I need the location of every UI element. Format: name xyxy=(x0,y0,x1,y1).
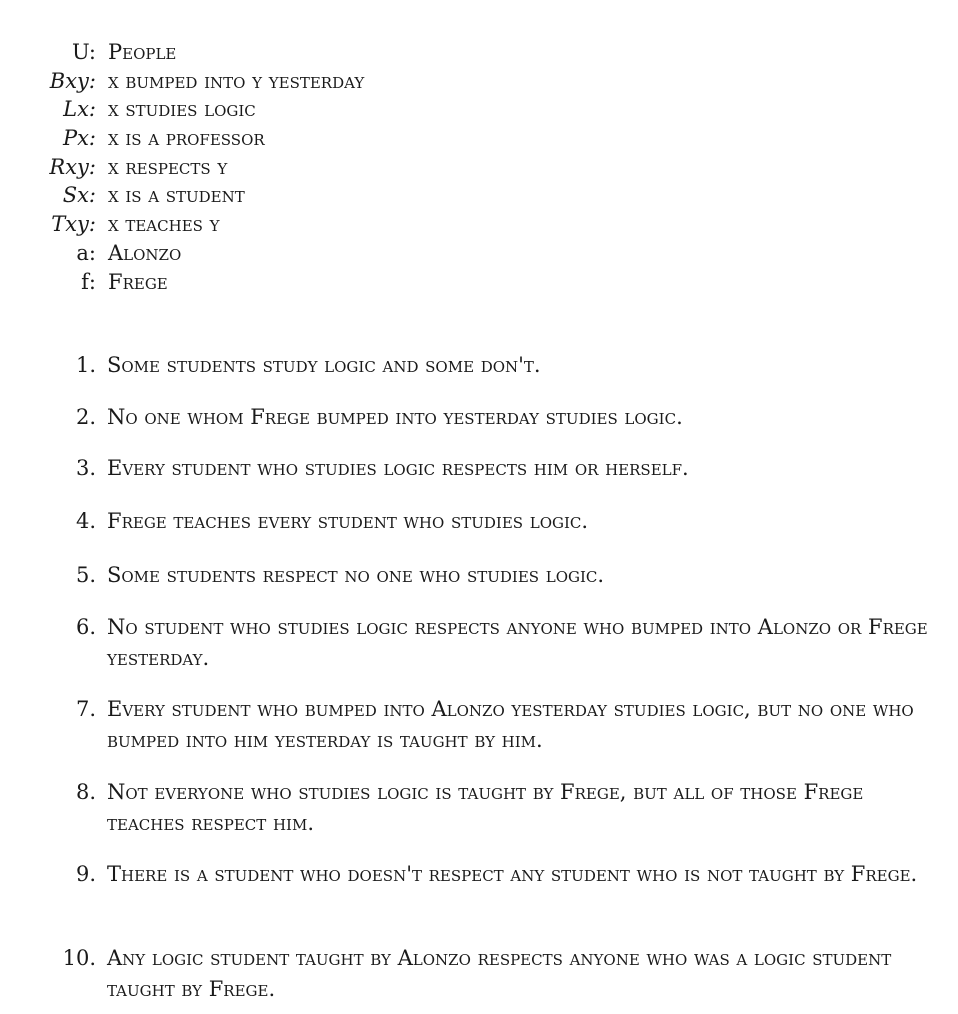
key-definition: x bumped into y yesterday xyxy=(108,68,365,93)
key-symbol: f: xyxy=(81,269,96,294)
item-number: 9. xyxy=(75,862,96,886)
item-text: Not everyone who studies logic is taught by Frege, but all of those Frege teaches respect him. xyxy=(107,780,864,835)
key-definition: x respects y xyxy=(108,154,228,179)
key-symbol: Px: xyxy=(62,126,96,151)
key-row-universe xyxy=(0,38,520,67)
item-text: Frege teaches every student who studies logic. xyxy=(107,509,589,533)
item-number: 6. xyxy=(75,615,96,639)
key-symbol: Bxy: xyxy=(49,68,96,93)
key-symbol: a: xyxy=(76,240,96,265)
key-symbol: Txy: xyxy=(51,212,96,237)
key-row-teaches xyxy=(0,210,520,239)
item-text: No one whom Frege bumped into yesterday studies logic. xyxy=(107,405,683,429)
item-text: Some students study logic and some don't. xyxy=(107,353,541,377)
item-number: 4. xyxy=(75,509,96,533)
key-definition: x studies logic xyxy=(108,97,256,122)
key-definition: Alonzo xyxy=(108,240,182,265)
key-definition: People xyxy=(108,40,177,64)
symbolization-key xyxy=(0,38,520,296)
item-number: 5. xyxy=(75,563,96,587)
key-symbol: Sx: xyxy=(62,183,96,208)
key-definition: x teaches y xyxy=(108,212,220,237)
item-text: There is a student who doesn't respect any student who is not taught by Frege. xyxy=(107,862,918,886)
item-number: 10. xyxy=(62,946,96,970)
key-row-respects xyxy=(0,153,520,182)
item-number: 7. xyxy=(75,697,96,721)
item-number: 3. xyxy=(75,456,96,480)
item-text: No student who studies logic respects anyone who bumped into Alonzo or Frege yesterday. xyxy=(107,615,928,670)
item-number: 8. xyxy=(75,780,96,804)
key-row-logic xyxy=(0,95,520,124)
item-text: Any logic student taught by Alonzo respects anyone who was a logic student taught by Frege. xyxy=(107,946,892,1001)
item-text: Some students respect no one who studies logic. xyxy=(107,563,605,587)
key-row-bumped xyxy=(0,67,520,96)
item-text: Every student who bumped into Alonzo yesterday studies logic, but no one who bumped into him yesterday is taught by him. xyxy=(107,697,914,752)
key-row-alonzo xyxy=(0,239,520,268)
item-number: 2. xyxy=(75,405,96,429)
key-row-student xyxy=(0,181,520,210)
key-symbol: Lx: xyxy=(63,97,96,122)
item-text: Every student who studies logic respects him or herself. xyxy=(107,456,689,480)
key-row-frege xyxy=(0,268,520,297)
key-definition: x is a professor xyxy=(108,126,265,151)
key-definition: Frege xyxy=(108,269,168,294)
key-symbol: Rxy: xyxy=(49,154,96,179)
key-row-professor xyxy=(0,124,520,153)
item-number: 1. xyxy=(75,353,96,377)
key-definition: x is a student xyxy=(108,183,245,208)
key-symbol: U: xyxy=(71,40,96,64)
